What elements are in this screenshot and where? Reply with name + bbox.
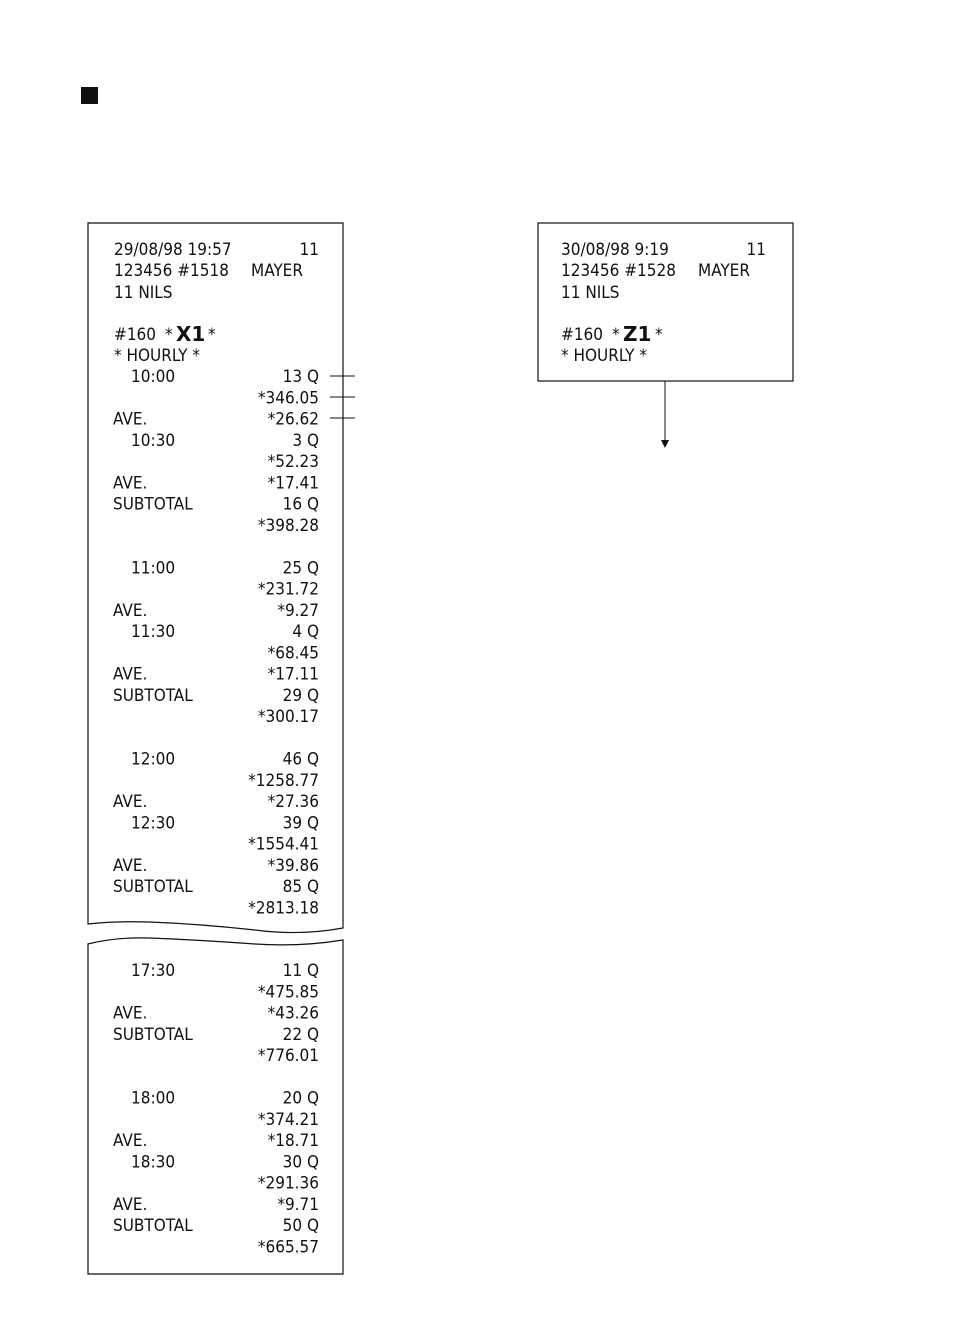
row-value: 4 Q: [292, 622, 319, 642]
x-mode: X1: [176, 322, 206, 346]
row-label: 18:30: [131, 1152, 176, 1173]
x-report-no: #160: [114, 325, 157, 345]
row-label: AVE.: [113, 409, 148, 430]
row-value: *291.36: [257, 1173, 319, 1194]
row-label: 17:30: [131, 961, 176, 981]
z-report-no: #160: [561, 325, 604, 345]
z-mode: Z1: [623, 322, 652, 346]
row-label: AVE.: [113, 473, 148, 494]
row-label: AVE.: [113, 792, 148, 812]
row-value: *18.71: [267, 1131, 319, 1151]
row-value: 16 Q: [282, 494, 319, 515]
z-reg-line: 123456 #1528: [561, 261, 676, 281]
x-report-title: * HOURLY *: [114, 346, 200, 366]
row-value: *1258.77: [248, 770, 319, 791]
row-value: 39 Q: [282, 813, 319, 834]
row-label: 12:30: [131, 813, 176, 834]
z-mode-suffix: *: [655, 325, 663, 345]
section-bullet-icon: [81, 87, 98, 104]
x-reg-line: 123456 #1518: [114, 261, 229, 281]
row-value: 25 Q: [282, 558, 319, 579]
row-value: 20 Q: [282, 1088, 319, 1109]
row-value: 46 Q: [282, 749, 319, 770]
row-value: 3 Q: [292, 430, 319, 451]
z-mode-prefix: *: [612, 325, 620, 345]
row-label: SUBTOTAL: [113, 494, 193, 515]
row-value: *17.11: [267, 664, 319, 685]
z-clerk: 11 NILS: [561, 283, 620, 303]
row-value: *68.45: [267, 643, 319, 664]
row-value: *9.71: [277, 1194, 319, 1215]
row-label: 10:00: [131, 367, 176, 387]
row-value: *27.36: [267, 792, 319, 812]
row-value: *374.21: [257, 1109, 319, 1130]
z-report-title: * HOURLY *: [561, 346, 647, 366]
row-value: 11 Q: [282, 961, 319, 981]
row-label: 11:30: [131, 622, 176, 642]
row-value: *43.26: [267, 1003, 319, 1024]
x-mode-prefix: *: [165, 325, 173, 345]
row-value: *231.72: [257, 579, 319, 600]
row-value: 85 Q: [282, 877, 319, 897]
row-value: *17.41: [267, 473, 319, 494]
row-value: *39.86: [267, 855, 319, 876]
row-label: SUBTOTAL: [113, 877, 193, 897]
row-value: *52.23: [267, 452, 319, 472]
x-clerk: 11 NILS: [114, 283, 173, 303]
row-label: AVE.: [113, 664, 148, 685]
z-datetime: 30/08/98 9:19: [561, 240, 669, 260]
x-datetime: 29/08/98 19:57: [114, 240, 232, 260]
row-value: *300.17: [257, 707, 319, 727]
row-label: AVE.: [113, 1131, 148, 1151]
row-label: 12:00: [131, 749, 176, 770]
row-label: SUBTOTAL: [113, 1216, 193, 1236]
arrow-down-icon: [661, 440, 669, 448]
row-label: AVE.: [113, 1194, 148, 1215]
row-label: 18:00: [131, 1088, 176, 1109]
x-mode-suffix: *: [208, 325, 216, 345]
row-label: AVE.: [113, 855, 148, 876]
row-value: *1554.41: [248, 834, 319, 855]
z-operator: MAYER: [698, 261, 750, 281]
row-value: *398.28: [257, 515, 319, 536]
row-value: 30 Q: [282, 1152, 319, 1173]
z-machine-no: 11: [746, 240, 766, 260]
row-value: *346.05: [257, 388, 319, 409]
row-value: *776.01: [257, 1046, 319, 1066]
row-label: AVE.: [113, 1003, 148, 1024]
row-label: SUBTOTAL: [113, 1024, 193, 1045]
row-label: AVE.: [113, 600, 148, 621]
row-value: *26.62: [267, 409, 319, 430]
row-value: *475.85: [257, 982, 319, 1003]
row-value: *665.57: [257, 1237, 319, 1258]
row-label: 11:00: [131, 558, 176, 579]
row-value: 22 Q: [282, 1024, 319, 1045]
row-value: 13 Q: [282, 367, 319, 387]
row-value: 29 Q: [282, 685, 319, 706]
row-value: *2813.18: [248, 898, 319, 919]
row-label: 10:30: [131, 430, 176, 451]
row-value: 50 Q: [282, 1216, 319, 1236]
row-value: *9.27: [277, 600, 319, 621]
x-machine-no: 11: [299, 240, 319, 260]
x-operator: MAYER: [251, 261, 303, 281]
row-label: SUBTOTAL: [113, 685, 193, 706]
